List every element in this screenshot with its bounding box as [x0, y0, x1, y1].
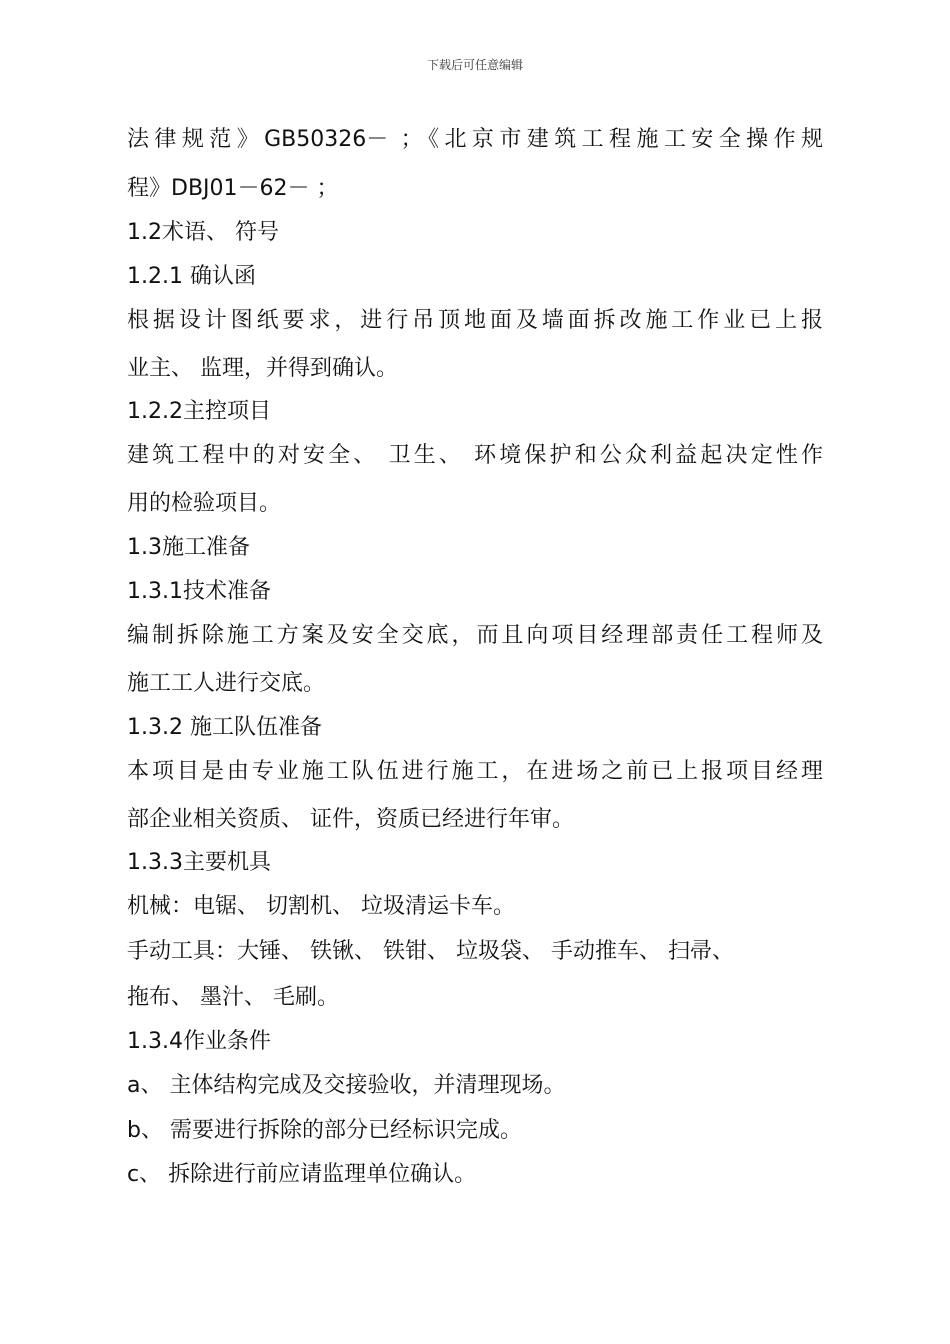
list-item-b: b、 需要进行拆除的部分已经标识完成。 [127, 1118, 522, 1143]
body-line-tech-2: 施工工人进行交底。 [127, 671, 326, 696]
body-line-2: 程》DBJ01－62－ ； [127, 176, 339, 201]
body-line-team-1: 本项目是由专业施工队伍进行施工，在进场之前已上报项目经理 [127, 759, 823, 784]
list-item-c: c、 拆除进行前应请监理单位确认。 [127, 1162, 477, 1187]
body-line-control-1: 建筑工程中的对安全、 卫生、 环境保护和公众利益起决定性作 [127, 443, 823, 468]
list-item-a: a、 主体结构完成及交接验收，并清理现场。 [127, 1073, 566, 1098]
section-heading-1-2-2: 1.2.2主控项目 [127, 399, 271, 424]
body-line-confirm-2: 业主、 监理，并得到确认。 [127, 356, 398, 381]
body-line-1: 法律规范》GB50326－ ；《北京市建筑工程施工安全操作规 [127, 127, 823, 152]
page-header: 下载后可任意编辑 [426, 58, 523, 72]
body-line-confirm-1: 根据设计图纸要求，进行吊顶地面及墙面拆改施工作业已上报 [127, 308, 823, 333]
body-line-hand-tools-1: 手动工具：大锤、 铁锹、 铁钳、 垃圾袋、 手动推车、 扫帚、 [127, 939, 734, 964]
section-heading-1-3-3: 1.3.3主要机具 [127, 850, 271, 875]
section-heading-1-3-4: 1.3.4作业条件 [127, 1029, 271, 1054]
body-line-team-2: 部企业相关资质、 证件，资质已经进行年审。 [127, 807, 574, 832]
body-line-hand-tools-2: 拖布、 墨汁、 毛刷。 [127, 985, 339, 1010]
section-heading-1-2: 1.2术语、 符号 [127, 220, 279, 245]
body-line-tech-1: 编制拆除施工方案及安全交底，而且向项目经理部责任工程师及 [127, 623, 823, 648]
section-heading-1-2-1: 1.2.1 确认函 [127, 264, 256, 289]
section-heading-1-3-1: 1.3.1技术准备 [127, 579, 271, 604]
body-line-control-2: 用的检验项目。 [127, 491, 282, 516]
section-heading-1-3: 1.3施工准备 [127, 535, 250, 560]
body-line-machines: 机械：电锯、 切割机、 垃圾清运卡车。 [127, 894, 515, 919]
section-heading-1-3-2: 1.3.2 施工队伍准备 [127, 715, 322, 740]
